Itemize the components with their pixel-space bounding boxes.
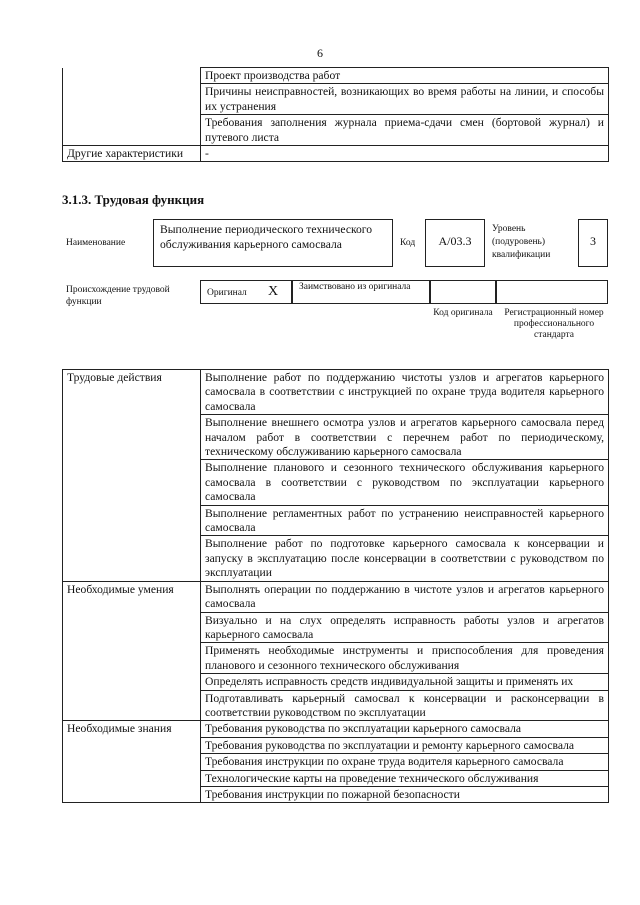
table-cell: Выполнять операции по поддержанию в чистоте узлов и агрегатов карьерного самосвала (201, 581, 609, 612)
original-label: Оригинал (207, 288, 247, 298)
table-row (63, 370, 609, 415)
table-cell: Требования руководства по эксплуатации карьерного самосвала (201, 721, 609, 737)
table-cell: Проект производства работ (201, 68, 609, 84)
table-cell: Выполнение внешнего осмотра узлов и агрегатов карьерного самосвала перед началом работ в соответствии с перечнем работ по периодическому, техническому обслуживанию карьерного самосвала (201, 415, 609, 460)
table-cell: Выполнение планового и сезонного технического обслуживания карьерного самосвала в соответствии с руководством по эксплуатации карьерного самосвала (201, 460, 609, 505)
reg-number-label: Регистрационный номер профессионального стандарта (504, 308, 604, 340)
table-cell: Выполнение работ по подготовке карьерного самосвала к консервации и запуску в эксплуатацию после консервации в соответствии с руководством по эксплуатации (201, 536, 609, 581)
table-cell: Выполнение регламентных работ по устранению неисправностей карьерного самосвала (201, 505, 609, 536)
table-cell: Требования инструкции по охране труда водителя карьерного самосвала (201, 754, 609, 770)
group-label-actions: Трудовые действия (63, 370, 201, 582)
table-row (63, 581, 609, 612)
table-cell: Требования заполнения журнала приема-сдачи смен (бортовой журнал) и путевого листа (201, 115, 609, 146)
table-cell: Причины неисправностей, возникающих во время работы на линии, и способы их устранения (201, 84, 609, 115)
section-title: 3.1.3. Трудовая функция (62, 192, 205, 207)
table-row (63, 146, 609, 162)
borrowed-label: Заимствовано из оригинала (299, 282, 411, 292)
level-value: 3 (578, 219, 608, 267)
group-label-knowledge: Необходимые знания (63, 721, 201, 803)
reg-number-cell (496, 280, 608, 304)
table-cell: Требования инструкции по пожарной безопасности (201, 786, 609, 802)
function-table (62, 369, 609, 803)
code-original-cell (430, 280, 496, 304)
borrowed-cell (292, 280, 430, 304)
origin-label: Происхождение трудовой функции (66, 285, 170, 307)
continuation-table (62, 67, 609, 162)
code-label: Код (400, 238, 416, 248)
table-cell: Применять необходимые инструменты и приспособления для проведения планового и сезонного технического обслуживания (201, 643, 609, 674)
level-label: Уровень (подуровень) квалификации (492, 224, 551, 260)
table-cell: - (201, 146, 609, 162)
row-label: Другие характеристики (63, 146, 201, 162)
table-cell: Визуально и на слух определять исправность работы узлов и агрегатов карьерного самосвала (201, 612, 609, 643)
code-value: A/03.3 (425, 219, 485, 267)
original-mark: X (268, 284, 279, 299)
table-cell: Выполнение работ по поддержанию чистоты узлов и агрегатов карьерного самосвала в соответствии с инструкцией по охране труда водителя карьерного самосвала (201, 370, 609, 415)
group-label-skills: Необходимые умения (63, 581, 201, 721)
original-cell (200, 280, 292, 304)
page-number: 6 (317, 46, 323, 60)
table-row (63, 721, 609, 737)
table-cell: Подготавливать карьерный самосвал к консервации и расконсервации в соответствии руководством по эксплуатации (201, 690, 609, 721)
table-cell: Требования руководства по эксплуатации и ремонту карьерного самосвала (201, 737, 609, 753)
table-cell: Определять исправность средств индивидуальной защиты и применять их (201, 674, 609, 690)
name-value: Выполнение периодического технического обслуживания карьерного самосвала (153, 219, 393, 267)
table-cell: Технологические карты на проведение технического обслуживания (201, 770, 609, 786)
table-row (63, 68, 609, 84)
table-cell-empty (63, 68, 201, 146)
name-label: Наименование (66, 238, 126, 248)
code-original-label: Код оригинала (433, 308, 493, 318)
